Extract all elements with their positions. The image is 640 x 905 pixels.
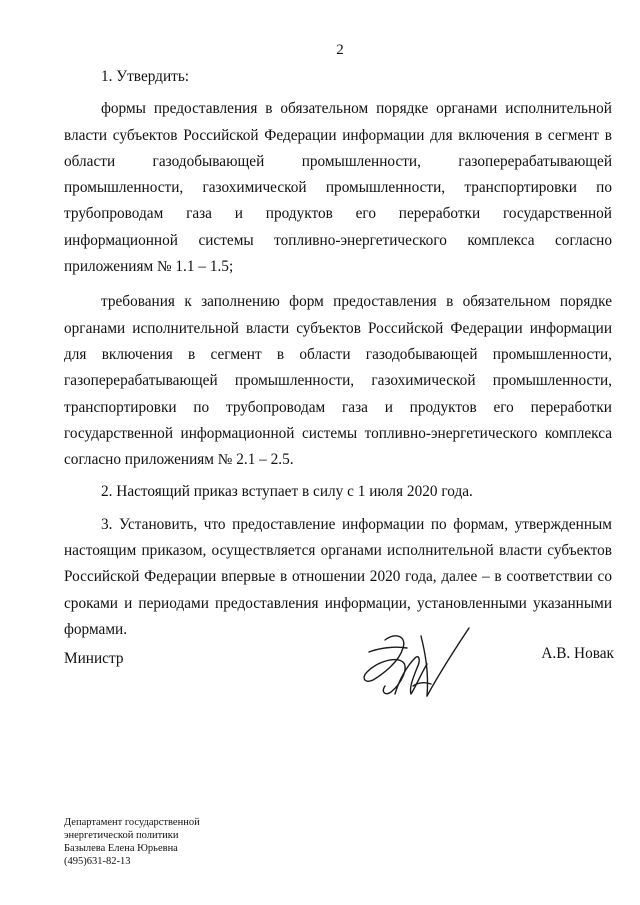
- executor-footer: [64, 816, 200, 868]
- footer-department-line2: энергетической политики: [64, 830, 179, 841]
- signature-block: [64, 645, 614, 680]
- page-number: 2: [336, 42, 344, 58]
- paragraph-requirements: требования к заполнению форм предоставления в обязательном порядке органами исполнительной власти субъектов Российской Федерации информации для включения в сегмент в области газодобывающей промышленности, газоперерабатывающей промышленности, газохимической промышленности, транспортировки по трубопроводам газа и продуктов его переработки государственной информационной системы топливно-энергетического комплекса согласно приложениям № 2.1 – 2.5.: [64, 293, 612, 469]
- paragraph-approve-heading: 1. Утвердить:: [101, 68, 190, 85]
- footer-phone: (495)631-82-13: [64, 856, 131, 867]
- paragraph-forms: формы предоставления в обязательном порядке органами исполнительной власти субъектов Российской Федерации информации для включения в сегмент в области газодобывающей промышленности, газоперерабатывающей промышленности, газохимической промышленности, транспортировки по трубопроводам газа и продуктов его переработки государственной информационной системы топливно-энергетического комплекса согласно приложениям № 1.1 – 1.5;: [64, 100, 612, 276]
- footer-department-line1: Департамент государственной: [64, 817, 200, 828]
- paragraph-establish: 3. Установить, что предоставление информации по формам, утвержденным настоящим приказом, осуществляется органами исполнительной власти субъектов Российской Федерации впервые в отношении 2020 года, далее – в соответствии со сроками и периодами предоставления информации, установленными указанными формами.: [64, 515, 612, 638]
- signatory-title: Министр: [64, 650, 124, 667]
- document-body: [64, 64, 612, 643]
- handwritten-signature: [355, 622, 473, 704]
- footer-executor-name: Базылева Елена Юрьевна: [64, 843, 178, 854]
- paragraph-effective-date: 2. Настоящий приказ вступает в силу с 1 июля 2020 года.: [101, 483, 473, 501]
- signatory-name: А.В. Новак: [541, 645, 614, 662]
